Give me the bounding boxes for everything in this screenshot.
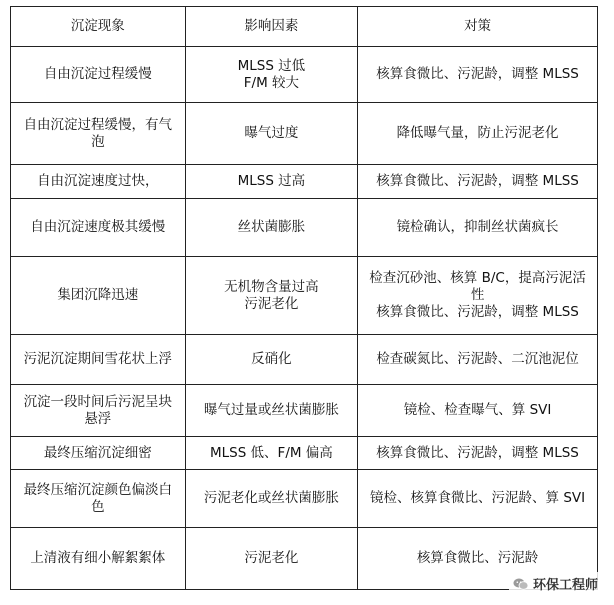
header-phenomenon: 沉淀现象 <box>11 7 186 47</box>
cell-factor <box>185 165 358 199</box>
countermeasure-line: 核算食微比、污泥龄，调整 MLSS <box>376 173 579 189</box>
table-row <box>11 257 598 335</box>
factor-line: 污泥老化 <box>244 550 299 566</box>
header-countermeasure: 对策 <box>358 7 598 47</box>
countermeasure-line: 核算食微比、污泥龄，调整 MLSS <box>376 304 579 320</box>
table-row <box>11 385 598 437</box>
countermeasure-line: 镜检、检查曝气、算 SVI <box>403 402 552 418</box>
cell-factor <box>185 199 358 257</box>
countermeasure-line: 镜检确认，抑制丝状菌疯长 <box>396 219 559 235</box>
table-row <box>11 335 598 385</box>
cell-phenomenon: 集团沉降迅速 <box>11 257 186 335</box>
watermark-text: 环保工程师 <box>532 578 598 593</box>
countermeasure-line: 降低曝气量，防止污泥老化 <box>396 125 559 141</box>
factor-line: 污泥老化或丝状菌膨胀 <box>203 490 339 506</box>
table-row <box>11 103 598 165</box>
cell-factor <box>185 257 358 335</box>
cell-factor <box>185 385 358 437</box>
factor-line: 曝气过度 <box>244 125 299 141</box>
factor-line: 曝气过量或丝状菌膨胀 <box>203 402 339 418</box>
cell-phenomenon: 自由沉淀过程缓慢 <box>11 47 186 103</box>
header-factor: 影响因素 <box>185 7 358 47</box>
cell-factor <box>185 47 358 103</box>
wechat-icon <box>513 576 529 592</box>
countermeasure-line: 核算食微比、污泥龄，调整 MLSS <box>376 66 579 82</box>
factor-line: 无机物含量过高 <box>224 278 319 295</box>
factor-line: F/M 较大 <box>243 74 300 91</box>
factor-line: 污泥老化 <box>244 295 299 312</box>
table-row <box>11 165 598 199</box>
table-row <box>11 199 598 257</box>
cell-countermeasure <box>358 257 598 335</box>
table-row <box>11 437 598 470</box>
countermeasure-line: 核算食微比、污泥龄 <box>416 550 539 566</box>
cell-countermeasure <box>358 103 598 165</box>
cell-factor <box>185 470 358 528</box>
factor-line: 丝状菌膨胀 <box>237 219 306 235</box>
table-row <box>11 47 598 103</box>
countermeasure-line: 核算食微比、污泥龄，调整 MLSS <box>376 444 579 461</box>
cell-countermeasure <box>358 47 598 103</box>
factor-line: 反硝化 <box>251 351 292 367</box>
table-row <box>11 470 598 528</box>
cell-phenomenon: 自由沉淀速度极其缓慢 <box>11 199 186 257</box>
cell-factor <box>185 437 358 470</box>
cell-countermeasure <box>358 199 598 257</box>
cell-countermeasure <box>358 335 598 385</box>
countermeasure-line: 检查沉砂池、核算 B/C，提高污泥活性 <box>369 270 586 303</box>
cell-countermeasure <box>358 165 598 199</box>
cell-countermeasure <box>358 470 598 528</box>
cell-phenomenon: 自由沉淀过程缓慢，有气泡 <box>11 103 186 165</box>
header-row <box>11 7 598 47</box>
cell-phenomenon: 最终压缩沉淀颜色偏淡白色 <box>11 470 186 528</box>
watermark <box>509 572 602 595</box>
cell-phenomenon: 自由沉淀速度过快， <box>11 165 186 199</box>
cell-phenomenon: 最终压缩沉淀细密 <box>11 437 186 470</box>
cell-phenomenon: 污泥沉淀期间雪花状上浮 <box>11 335 186 385</box>
cell-phenomenon: 上清液有细小解絮絮体 <box>11 528 186 590</box>
cell-countermeasure <box>358 437 598 470</box>
cell-phenomenon: 沉淀一段时间后污泥呈块悬浮 <box>11 385 186 437</box>
cell-factor <box>185 103 358 165</box>
cell-factor <box>185 335 358 385</box>
sedimentation-table <box>10 6 598 590</box>
cell-factor <box>185 528 358 590</box>
countermeasure-line: 检查碳氮比、污泥龄、二沉池泥位 <box>376 351 579 367</box>
cell-countermeasure <box>358 385 598 437</box>
factor-line: MLSS 过低 <box>237 57 306 74</box>
countermeasure-line: 镜检、核算食微比、污泥龄、算 SVI <box>370 490 586 506</box>
factor-line: MLSS 低、F/M 偏高 <box>209 444 333 461</box>
factor-line: MLSS 过高 <box>237 173 306 189</box>
